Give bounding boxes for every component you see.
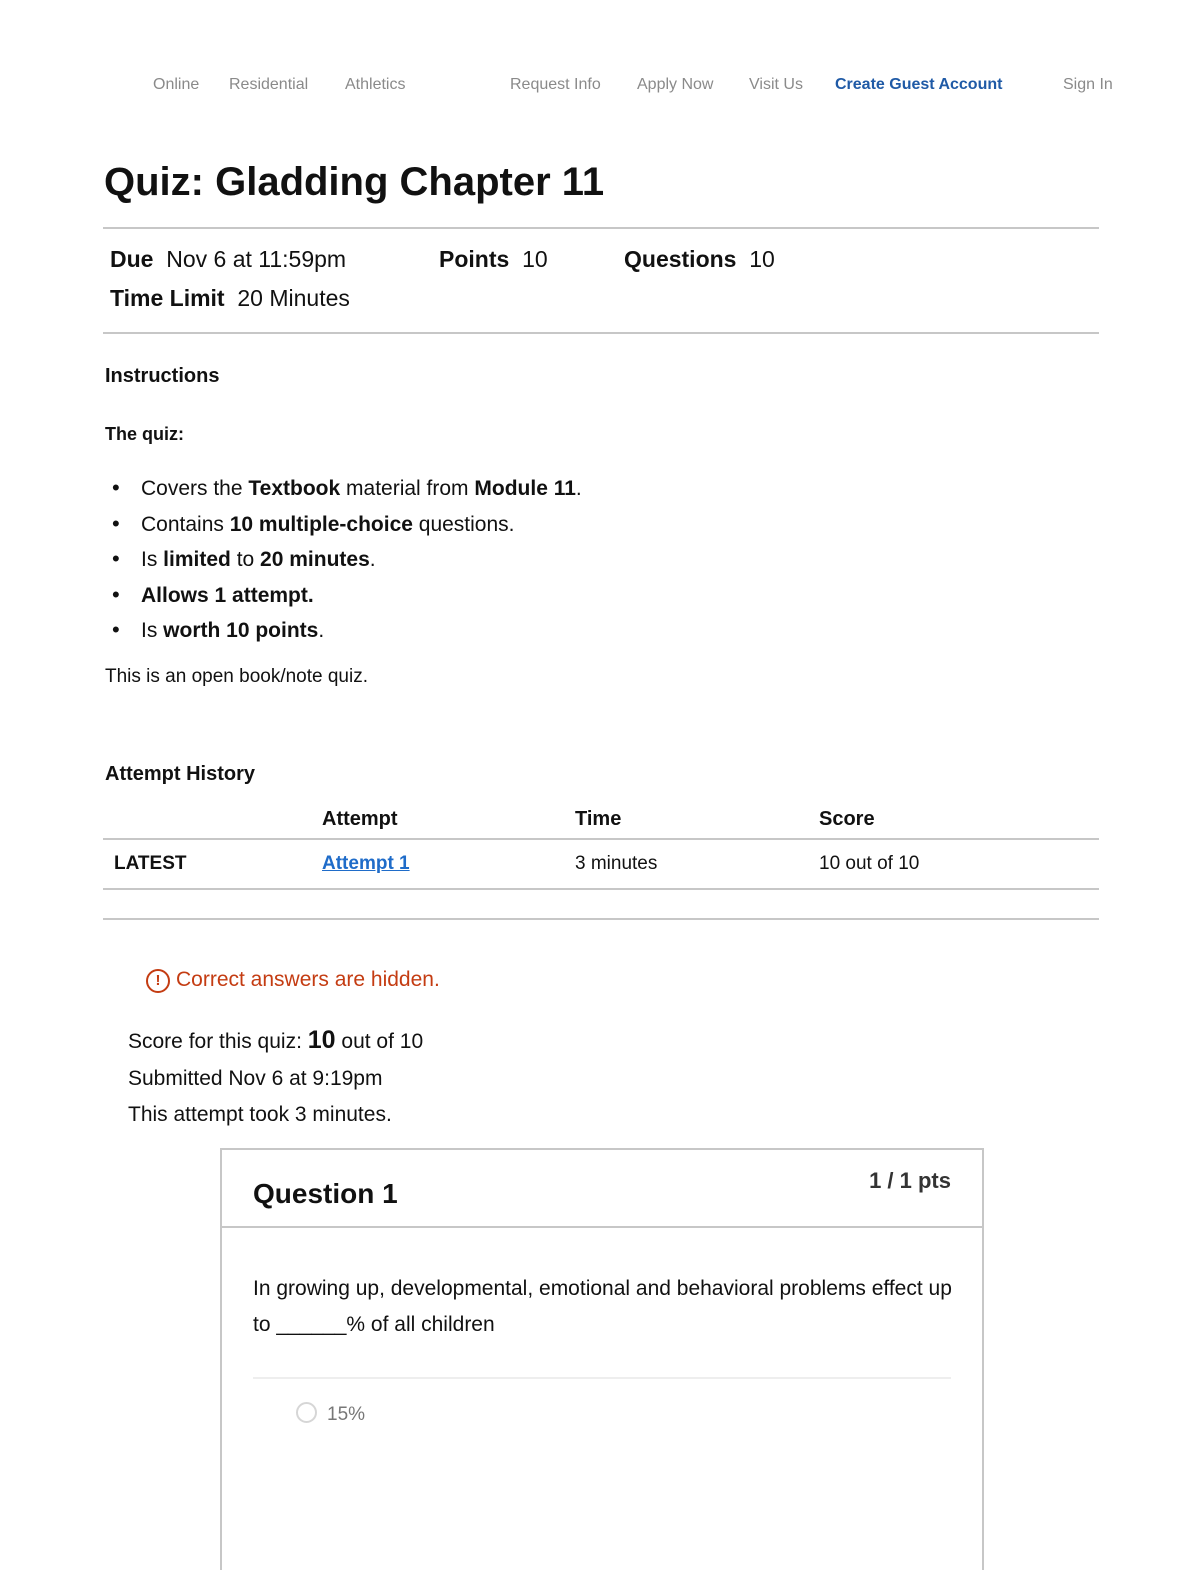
list-item (112, 506, 582, 542)
attempt-1-link[interactable]: Attempt 1 (322, 853, 410, 874)
rule-text: Is (141, 619, 164, 642)
nav-residential-link[interactable]: Residential (229, 76, 309, 93)
rule-text: Contains (141, 512, 230, 536)
time-limit-value: 20 Minutes (237, 285, 350, 311)
nav-visit-us-link[interactable]: Visit Us (749, 76, 803, 93)
submitted-time: Submitted Nov 6 at 9:19pm (128, 1066, 383, 1090)
list-item (112, 541, 582, 577)
time-limit (110, 285, 350, 312)
divider (103, 227, 1099, 229)
divider (253, 1377, 951, 1379)
rule-emphasis: worth 10 points (163, 619, 319, 642)
column-header-time: Time (575, 800, 819, 839)
rule-text: material from (340, 477, 475, 500)
column-header-attempt: Attempt (322, 800, 575, 839)
attempt-history-heading: Attempt History (105, 763, 256, 785)
nav-apply-now-link[interactable]: Apply Now (637, 76, 714, 93)
answer-option[interactable] (296, 1402, 365, 1426)
rule-emphasis: 10 multiple-choice (229, 512, 413, 536)
attempt-time: 3 minutes (575, 839, 819, 889)
questions-count (624, 246, 775, 273)
attempt-duration: This attempt took 3 minutes. (128, 1103, 392, 1126)
due-label: Due (110, 246, 154, 272)
nav-create-guest-account-link[interactable]: Create Guest Account (835, 76, 1003, 93)
questions-label: Questions (624, 246, 737, 272)
time-limit-label: Time Limit (110, 285, 225, 311)
nav-athletics-link[interactable]: Athletics (345, 76, 406, 93)
column-header-score: Score (819, 800, 1099, 839)
question-points: 1 / 1 pts (869, 1168, 951, 1193)
rule-text: . (575, 477, 582, 500)
answers-hidden-text: Correct answers are hidden. (176, 968, 440, 991)
answer-label: 15% (327, 1404, 366, 1425)
rule-text: Covers the (141, 477, 249, 500)
attempt-history-table (103, 800, 1099, 890)
score-suffix: out of 10 (335, 1030, 424, 1053)
page-title: Quiz: Gladding Chapter 11 (104, 160, 605, 204)
open-book-note: This is an open book/note quiz. (105, 666, 369, 687)
due-value: Nov 6 at 11:59pm (166, 246, 347, 272)
instructions-intro: The quiz: (105, 424, 184, 444)
answers-hidden-notice (146, 968, 440, 993)
list-item (112, 470, 582, 506)
rule-text: . (318, 619, 325, 642)
quiz-score (128, 1022, 423, 1061)
questions-value: 10 (749, 246, 775, 272)
alert-icon: ! (146, 969, 170, 993)
list-item (112, 612, 582, 648)
rule-text: Is (141, 548, 164, 571)
points-label: Points (439, 246, 510, 272)
latest-label: LATEST (103, 839, 322, 889)
radio-button[interactable] (296, 1402, 317, 1423)
points-value: 10 (522, 246, 548, 272)
instructions-list (112, 470, 582, 648)
list-item (112, 577, 582, 613)
rule-text: . (369, 548, 376, 571)
score-prefix: Score for this quiz: (128, 1030, 308, 1053)
rule-emphasis: Allows 1 attempt. (141, 583, 314, 607)
table-header-row (103, 800, 1099, 839)
attempt-score: 10 out of 10 (819, 839, 1099, 889)
nav-sign-in-link[interactable]: Sign In (1063, 76, 1113, 93)
due-date (110, 246, 346, 273)
quiz-result-summary (128, 1022, 423, 1134)
divider (103, 918, 1099, 920)
question-title: Question 1 (253, 1178, 398, 1209)
rule-emphasis: limited (163, 548, 231, 571)
nav-online-link[interactable]: Online (153, 76, 200, 93)
points (439, 246, 548, 273)
score-value: 10 (307, 1026, 336, 1054)
instructions-heading: Instructions (105, 365, 220, 387)
question-header (222, 1150, 982, 1228)
column-header-label (103, 800, 322, 839)
rule-text: questions. (412, 512, 515, 536)
rule-emphasis: Textbook (248, 477, 341, 500)
rule-emphasis: 20 minutes (260, 548, 370, 571)
question-text: In growing up, developmental, emotional and behavioral problems effect up to ______% of all children (253, 1277, 952, 1336)
rule-emphasis: Module 11 (474, 477, 576, 500)
nav-request-info-link[interactable]: Request Info (510, 76, 601, 93)
divider (103, 332, 1099, 334)
table-row (103, 839, 1099, 889)
top-navigation (0, 76, 1200, 102)
question-card (220, 1148, 984, 1570)
rule-text: to (230, 548, 261, 571)
